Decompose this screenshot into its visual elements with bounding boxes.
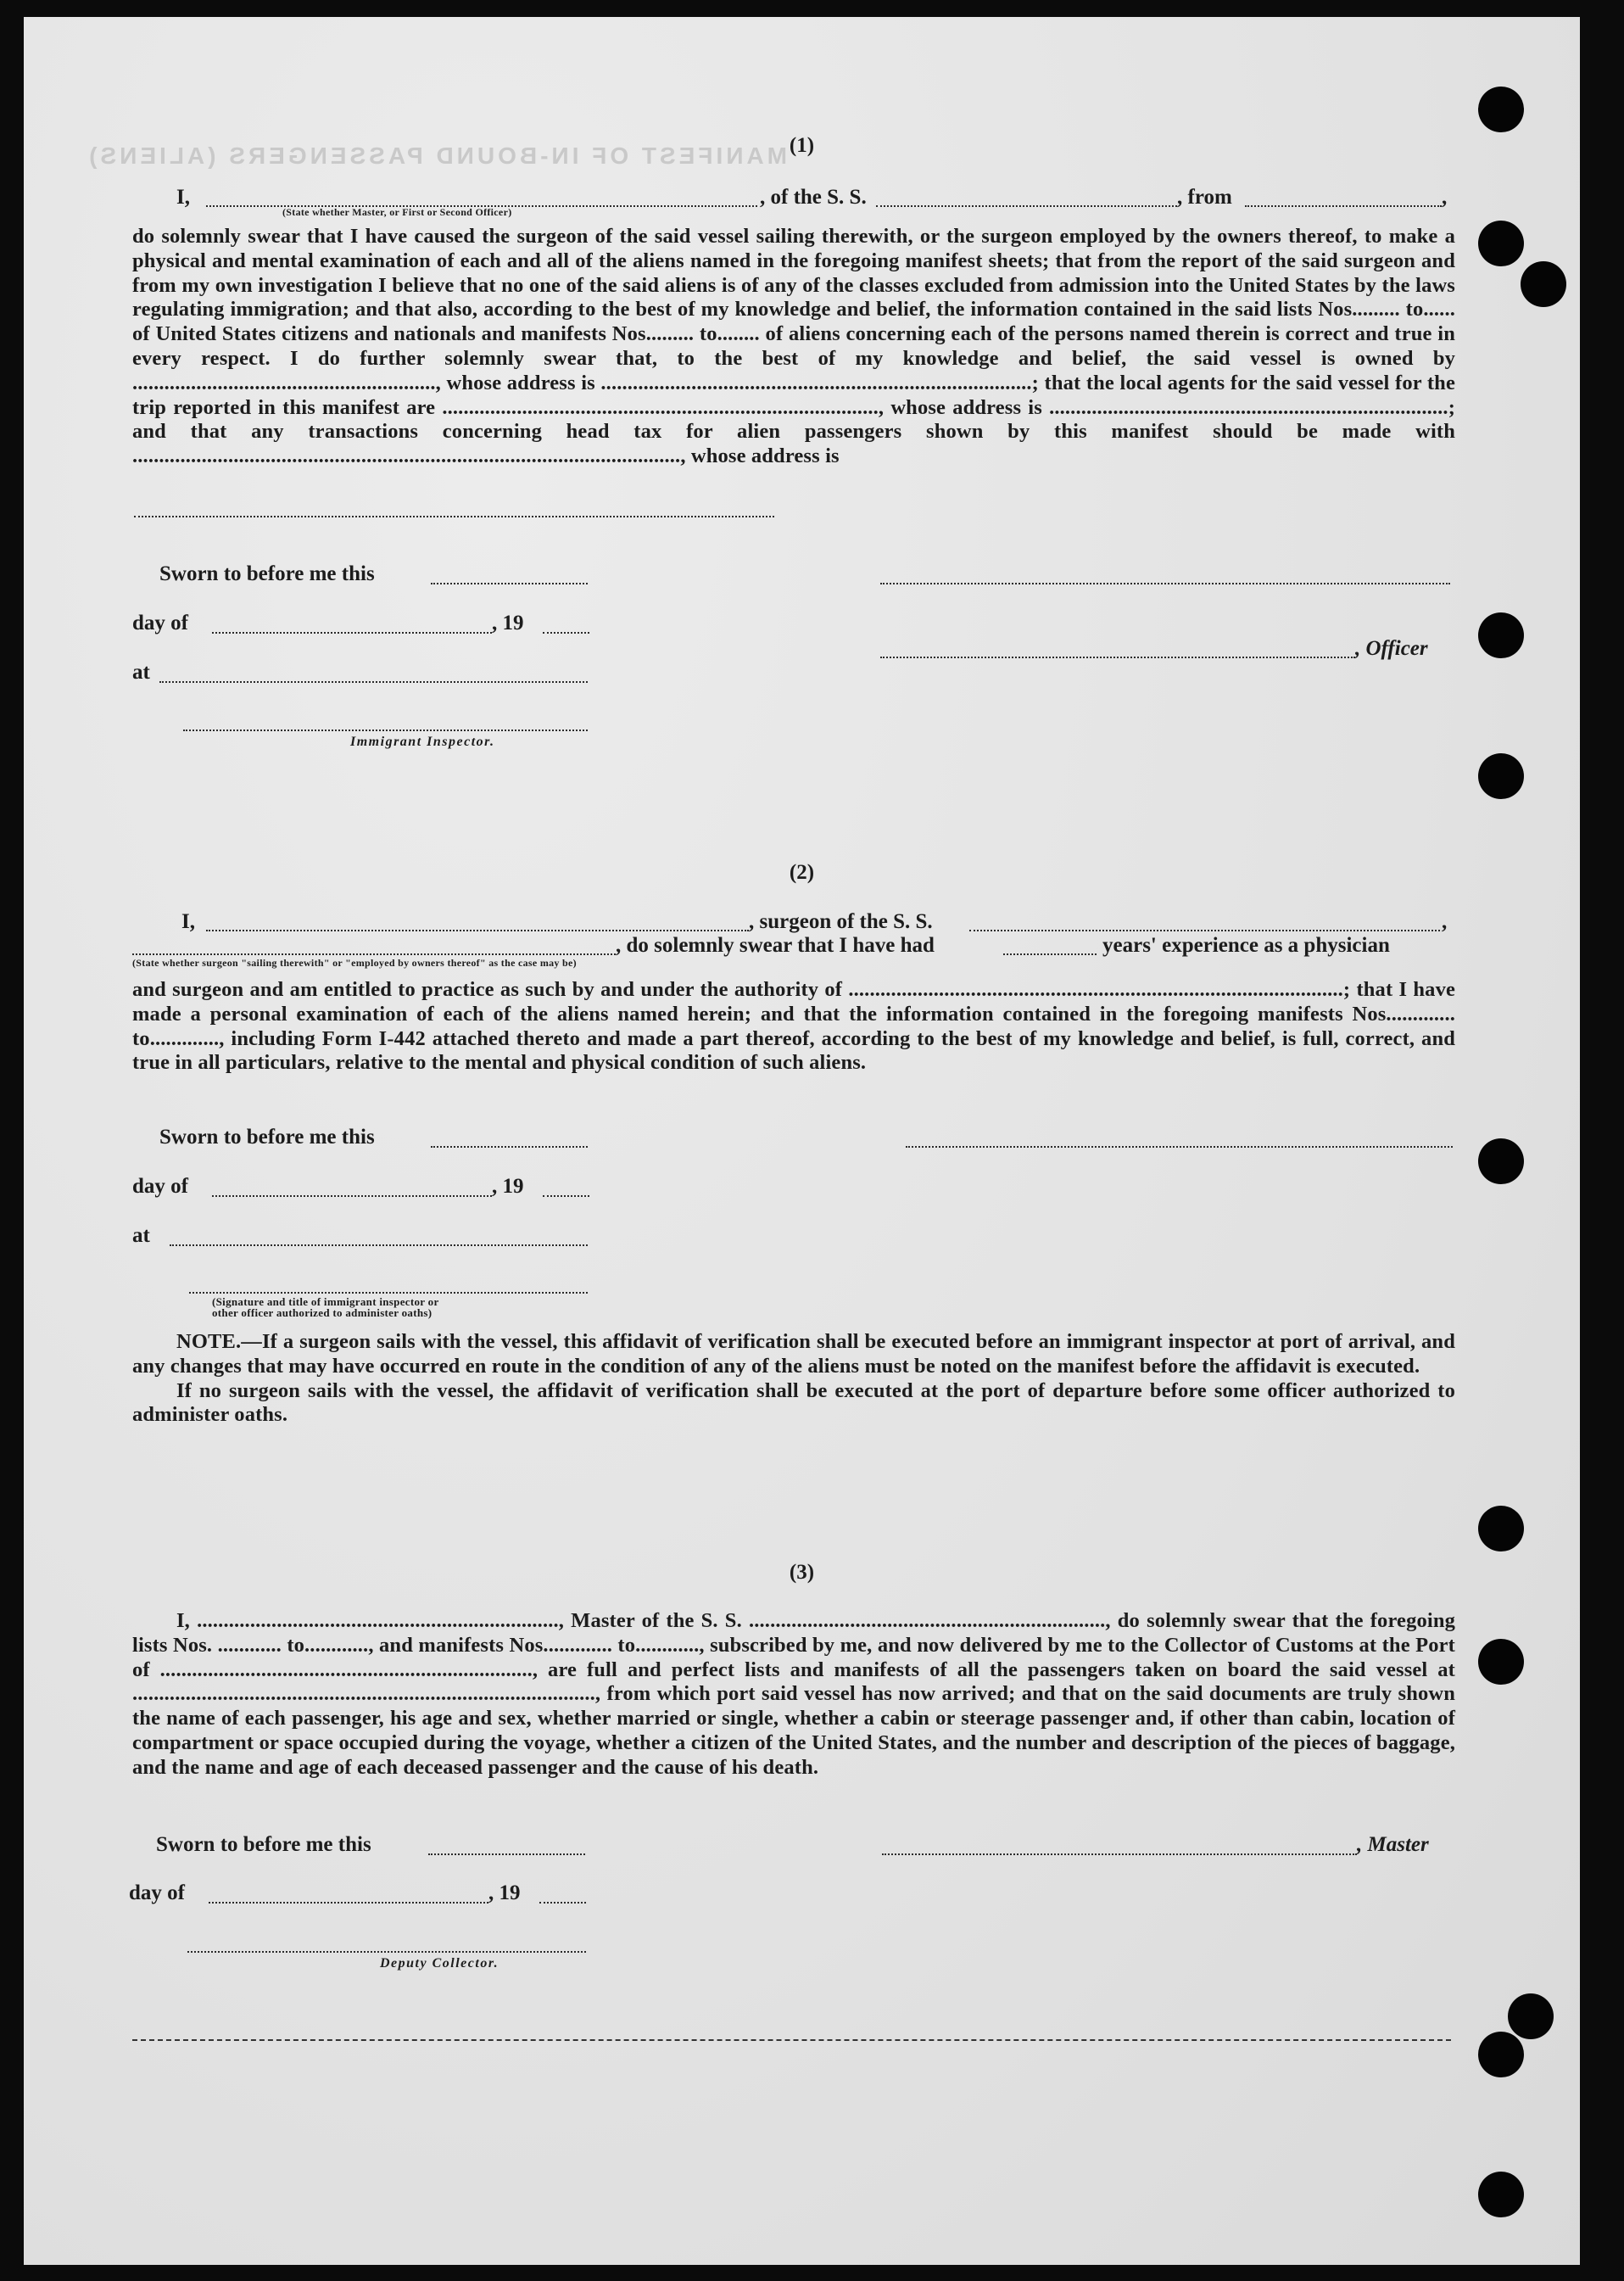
- s3-oath-body: I, ...................................................................., Master of the S. S. ..................................................................., do solemnly swear that the foregoing lists Nos. ............ to............, and manifests Nos............. to............, subscribed by me, and now delivered by me to the Collector of Customs at the Port of ......................................................................, are full and perfect lists and manifests of all the passengers taken on board the said vessel at ......................................................................................., from which port said vessel has now arrived; and that on the said documents are truly shown the name of each passenger, his age and sex, whether married or single, whether a cabin or steerage passenger and, if other than cabin, location of compartment or space occupied during the voyage, whether a citizen of the United States, and the number and description of the pieces of baggage, and the name and age of each deceased passenger and the cause of his death.: [132, 1609, 1455, 1779]
- s1-signature-blank[interactable]: [880, 583, 1450, 584]
- s2-day-label: day of: [132, 1175, 188, 1198]
- s1-inspector-blank[interactable]: [183, 730, 588, 731]
- s1-comma: ,: [1442, 186, 1448, 209]
- bottom-rule: [132, 2039, 1451, 2041]
- s3-deputy-blank[interactable]: [187, 1951, 586, 1953]
- s1-inspector-caption: Immigrant Inspector.: [350, 735, 495, 749]
- s2-sworn-label: Sworn to before me this: [159, 1126, 375, 1149]
- s2-signature-officer-blank[interactable]: [189, 1292, 588, 1294]
- bleed-through-header: MANIFEST OF IN-BOUND PASSENGERS (ALIENS): [86, 143, 787, 169]
- s2-at-blank[interactable]: [170, 1244, 588, 1246]
- s2-year-blank[interactable]: [543, 1195, 589, 1197]
- s3-day-label: day of: [129, 1881, 185, 1904]
- s1-I-label: I,: [176, 186, 190, 209]
- s1-sworn-blank[interactable]: [431, 583, 588, 584]
- document-page: [24, 17, 1580, 2265]
- s2-sig-caption-1: (Signature and title of immigrant inspector or: [212, 1295, 439, 1308]
- s2-years-blank[interactable]: [1003, 953, 1097, 955]
- s1-hint: (State whether Master, or First or Second Officer): [282, 206, 512, 218]
- punch-hole: [1478, 1138, 1524, 1184]
- punch-hole: [1478, 221, 1524, 266]
- section-3-number: (3): [789, 1561, 815, 1584]
- s2-vessel-blank[interactable]: [969, 930, 1440, 931]
- s1-from-blank[interactable]: [1245, 205, 1442, 207]
- s3-year-blank[interactable]: [539, 1902, 586, 1904]
- s2-signature-blank[interactable]: [906, 1146, 1453, 1148]
- s1-from-label: , from: [1177, 186, 1232, 209]
- s3-day-blank[interactable]: [209, 1902, 488, 1904]
- s3-master-label: , Master: [1357, 1833, 1429, 1856]
- s1-at-label: at: [132, 661, 150, 684]
- s2-comma: ,: [1442, 910, 1448, 933]
- s1-of-ss-label: , of the S. S.: [760, 186, 867, 209]
- s2-note: NOTE.—If a surgeon sails with the vessel, this affidavit of verification shall be executed before an immigrant inspector at port of arrival, and any changes that may have occurred en route in the condition of any of the aliens must be noted on the manifest before the affidavit is executed. If no surgeon sails with the vessel, the affidavit of verification shall be executed at the port of departure before some officer authorized to administer oaths.: [132, 1330, 1455, 1427]
- s2-name-blank[interactable]: [206, 930, 749, 931]
- s1-officer-label: , Officer: [1355, 637, 1428, 660]
- s2-surgeon-label: , surgeon of the S. S.: [749, 910, 933, 933]
- punch-hole: [1478, 1639, 1524, 1685]
- bleed-through-text: [940, 106, 1364, 131]
- s1-vessel-blank[interactable]: [876, 205, 1177, 207]
- s2-sig-caption-2: other officer authorized to administer oaths): [212, 1306, 433, 1319]
- s2-year-label: , 19: [492, 1175, 524, 1198]
- punch-hole: [1478, 1506, 1524, 1551]
- s3-sworn-blank[interactable]: [428, 1853, 585, 1855]
- section-1-number: (1): [789, 134, 815, 157]
- punch-hole: [1478, 2172, 1524, 2217]
- punch-hole: [1521, 261, 1566, 307]
- s2-oath-body: and surgeon and am entitled to practice as such by and under the authority of .............................................................................................; that I have made a personal examination of each of the aliens named herein; and that the information contained in the foregoing manifests Nos............. to............., including Form I-442 attached thereto and made a part thereof, according to the best of my knowledge and belief, is full, correct, and true in all particulars, relative to the mental and physical condition of such aliens.: [132, 978, 1455, 1075]
- s2-day-blank[interactable]: [212, 1195, 492, 1197]
- s2-sworn-blank[interactable]: [431, 1146, 588, 1148]
- s2-swear-label: , do solemnly swear that I have had: [616, 934, 935, 957]
- s2-at-label: at: [132, 1224, 150, 1247]
- punch-hole: [1478, 2032, 1524, 2077]
- s1-year-blank[interactable]: [543, 632, 589, 634]
- s3-year-label: , 19: [488, 1881, 521, 1904]
- s2-hint: (State whether surgeon "sailing therewith" or "employed by owners thereof" as the case may be): [132, 957, 577, 969]
- s1-sworn-label: Sworn to before me this: [159, 562, 375, 585]
- section-2-number: (2): [789, 861, 815, 884]
- s3-sworn-label: Sworn to before me this: [156, 1833, 371, 1856]
- s1-officer-blank[interactable]: [880, 657, 1355, 658]
- s1-day-label: day of: [132, 612, 188, 635]
- s2-I-label: I,: [181, 910, 195, 933]
- s2-sailing-blank[interactable]: [132, 953, 616, 955]
- s1-oath-body: do solemnly swear that I have caused the surgeon of the said vessel sailing therewith, or the surgeon employed by the owners thereof, to make a physical and mental examination of each and all of the aliens named in the foregoing manifest sheets; that from the report of the said surgeon and from my own investigation I believe that no one of the said aliens is of any of the classes excluded from admission into the United States by the laws regulating immigration; and that also, according to the best of my knowledge and belief, the information contained in the said lists Nos......... to...... of United States citizens and nationals and manifests Nos......... to........ of aliens concerning each of the persons named therein is correct and true in every respect. I do further solemnly swear that, to the best of my knowledge and belief, the said vessel is owned by ........................................................., whose address is .................................................................................; that the local agents for the said vessel for the trip reported in this manifest are .................................................................................., whose address is ...........................................................................; and that any transactions concerning head tax for alien passengers shown by this manifest should be made with ......................................................................................................., whose address is: [132, 225, 1455, 468]
- s1-year-label: , 19: [492, 612, 524, 635]
- punch-hole: [1478, 612, 1524, 658]
- punch-hole: [1478, 87, 1524, 132]
- s1-at-blank[interactable]: [159, 681, 588, 683]
- punch-hole: [1478, 753, 1524, 799]
- s2-years-label: years' experience as a physician: [1102, 934, 1390, 957]
- s1-day-blank[interactable]: [212, 632, 492, 634]
- s3-master-blank[interactable]: [882, 1853, 1357, 1855]
- s3-deputy-caption: Deputy Collector.: [380, 1956, 499, 1971]
- punch-hole: [1508, 1993, 1554, 2039]
- s1-address-blank[interactable]: [134, 516, 774, 517]
